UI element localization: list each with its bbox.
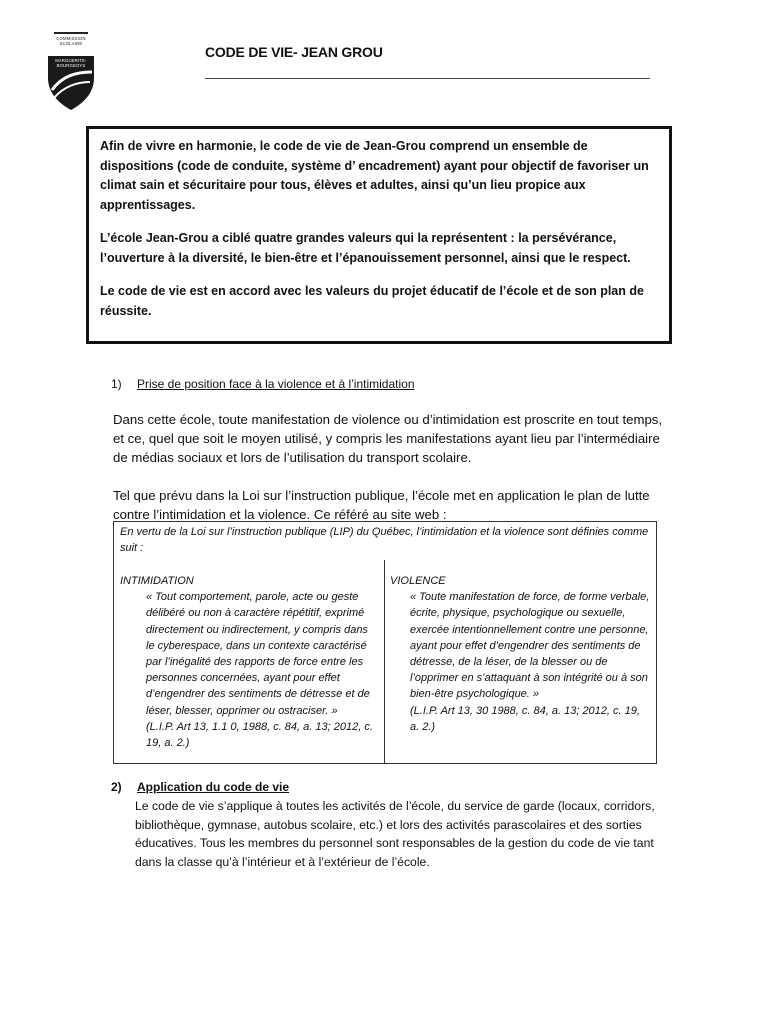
violence-definition: « Toute manifestation de force, de forme verbale, écrite, physique, psychologique ou sexuelle, exercée intentionnellement contre une personne, ayant pour effet d’engendrer des sentiments de détresse, de la léser, de la blesser ou de l’opprimer en s’attaquant à son intégrité ou à son bien-être psychologique. » bbox=[410, 591, 650, 701]
logo-line-2: SCOLAIRE bbox=[59, 41, 83, 46]
logo-line-4: BOURGEOYS bbox=[56, 63, 86, 68]
lip-definitions-box bbox=[113, 521, 657, 764]
intro-paragraph-2: L’école Jean-Grou a ciblé quatre grandes valeurs qui la représentent : la persévérance, l’ouverture à la diversité, le bien-être et l’épanouissement personnel, ainsi que le respect. bbox=[100, 231, 631, 265]
section-2-title: Application du code de vie bbox=[137, 780, 290, 794]
section-1-heading bbox=[111, 377, 415, 391]
column-divider bbox=[384, 560, 385, 763]
title-underline bbox=[205, 78, 650, 79]
intro-box bbox=[86, 126, 672, 344]
document-title: CODE DE VIE- JEAN GROU bbox=[205, 44, 383, 60]
logo-line-1: COMMISSION bbox=[56, 36, 86, 41]
intimidation-definition: « Tout comportement, parole, acte ou geste délibéré ou non à caractère répétitif, exprimé directement ou indirectement, y compris dans le cyberespace, dans un contexte caractérisé par l’inégalité des rapports de force entre les personnes concernées, ayant pour effet d’engendrer des sentiments de détresse et de léser, blesser, opprimer ou ostraciser. » bbox=[146, 591, 370, 717]
section-2-number: 2) bbox=[111, 780, 122, 794]
intro-paragraph-1: Afin de vivre en harmonie, le code de vie de Jean-Grou comprend un ensemble de dispositions (code de conduite, système d’ encadrement) ayant pour objectif de favoriser un climat sain et sécuritaire pour tous, élèves et adultes, ainsi qu’un lieu propice aux apprentissages. bbox=[100, 139, 649, 212]
violence-column bbox=[390, 573, 652, 735]
school-board-logo bbox=[46, 32, 96, 112]
section-1-paragraph-2: Tel que prévu dans la Loi sur l’instruction publique, l’école met en application le plan de lutte contre l’intimidation et la violence. Ce référé au site web : bbox=[113, 488, 650, 522]
intimidation-column bbox=[120, 573, 376, 751]
intimidation-reference: (L.I.P. Art 13, 1.1 0, 1988, c. 84, a. 13; 2012, c. 19, a. 2.) bbox=[146, 720, 373, 750]
section-1-paragraph-1: Dans cette école, toute manifestation de violence ou d’intimidation est proscrite en tout temps, et ce, quel que soit le moyen utilisé, y compris les manifestations ayant lieu par l’intermédiaire de médias sociaux et lors de l’utilisation du transport scolaire. bbox=[113, 412, 663, 465]
section-1-title: Prise de position face à la violence et à l’intimidation bbox=[137, 377, 415, 391]
intimidation-heading: INTIMIDATION bbox=[120, 575, 194, 587]
intro-paragraph-3: Le code de vie est en accord avec les valeurs du projet éducatif de l’école et de son plan de réussite. bbox=[100, 284, 644, 318]
violence-reference: (L.I.P. Art 13, 30 1988, c. 84, a. 13; 2012, c. 19, a. 2.) bbox=[410, 704, 640, 733]
lip-intro-text: En vertu de la Loi sur l’instruction publique (LIP) du Québec, l’intimidation et la violence sont définies comme suit : bbox=[120, 526, 649, 555]
section-2-heading bbox=[111, 780, 289, 794]
logo-line-3: MARGUERITE- bbox=[55, 58, 87, 63]
section-1-number: 1) bbox=[111, 377, 122, 391]
violence-heading: VIOLENCE bbox=[390, 575, 446, 587]
section-2-body: Le code de vie s’applique à toutes les activités de l’école, du service de garde (locaux, corridors, bibliothèque, gymnase, autobus scolaire, etc.) et lors des activités parascolaires et des sorties éducatives. Tous les membres du personnel sont responsables de la gestion du code de vie tant dans la classe qu’à l’intérieur et à l’extérieur de l’école. bbox=[135, 799, 655, 869]
